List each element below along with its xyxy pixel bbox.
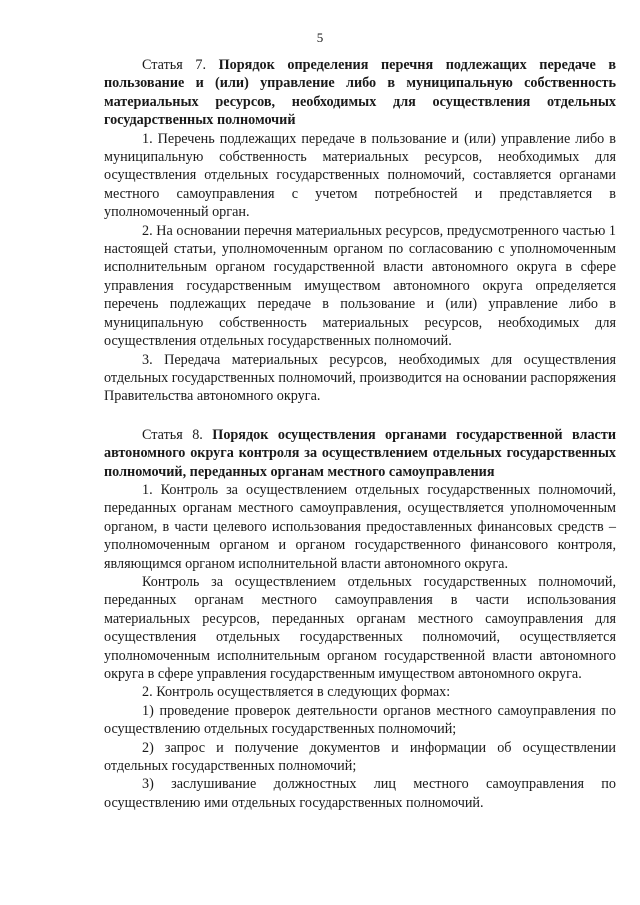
article-heading <box>104 426 616 481</box>
article-label: Статья 8. <box>142 426 213 443</box>
paragraph: Контроль за осуществлением отдельных государственных полномочий, переданных органам местного самоуправления в части использования материальных ресурсов, переданных органам местного самоуправления для осуществления отдельных государственных полномочий, осуществляется уполномоченным исполнительным органом государственной власти автономного округа в сфере управления государственным имуществом автономного округа. <box>104 573 616 682</box>
paragraph: 2. На основании перечня материальных ресурсов, предусмотренного частью 1 настоящей статьи, уполномоченным органом по согласованию с уполномоченным исполнительным органом государственной власти автономного округа в сфере управления государственным имуществом автономного округа определяется перечень подлежащих передаче в пользование и (или) управление либо в муниципальную собственность материальных ресурсов, необходимых для осуществления отдельных государственных полномочий. <box>104 222 616 350</box>
list-item: 2) запрос и получение документов и информации об осуществлении отдельных государственных полномочий; <box>104 739 616 775</box>
list-item: 3) заслушивание должностных лиц местного самоуправления по осуществлению ими отдельных государственных полномочий. <box>104 776 616 811</box>
document-body <box>104 56 616 812</box>
article-8 <box>104 426 616 813</box>
paragraph: 1. Перечень подлежащих передаче в пользование и (или) управление либо в муниципальную собственность материальных ресурсов, необходимых для осуществления отдельных государственных полномочий, составляется органами местного самоуправления с учетом потребностей и представляется в уполномоченный орган. <box>104 130 616 221</box>
list-item: 1) проведение проверок деятельности органов местного самоуправления по осуществлению отдельных государственных полномочий; <box>104 702 616 738</box>
article-7 <box>104 56 616 406</box>
page-number: 5 <box>316 30 324 45</box>
paragraph: 2. Контроль осуществляется в следующих формах: <box>142 684 451 701</box>
article-title: Порядок определения перечня подлежащих передаче в пользование и (или) управление либо в муниципальную собственность материальных ресурсов, необходимых для осуществления отдельных государственных полномочий <box>104 57 617 129</box>
article-title: Порядок осуществления органами государственной власти автономного округа контроля за осуществлением отдельных государственных полномочий, переданных органам местного самоуправления <box>104 426 616 480</box>
paragraph: 1. Контроль за осуществлением отдельных государственных полномочий, переданных органам местного самоуправления, осуществляется уполномоченным органом, в части целевого использования предоставленных финансовых средств – уполномоченным органом и органом государственного финансового контроля, являющимся органом исполнительной власти автономного округа. <box>104 481 616 572</box>
article-heading <box>104 56 616 130</box>
article-label: Статья 7. <box>142 57 219 73</box>
paragraph: 3. Передача материальных ресурсов, необходимых для осуществления отдельных государственных полномочий, производится на основании распоряжения Правительства автономного округа. <box>104 351 616 405</box>
